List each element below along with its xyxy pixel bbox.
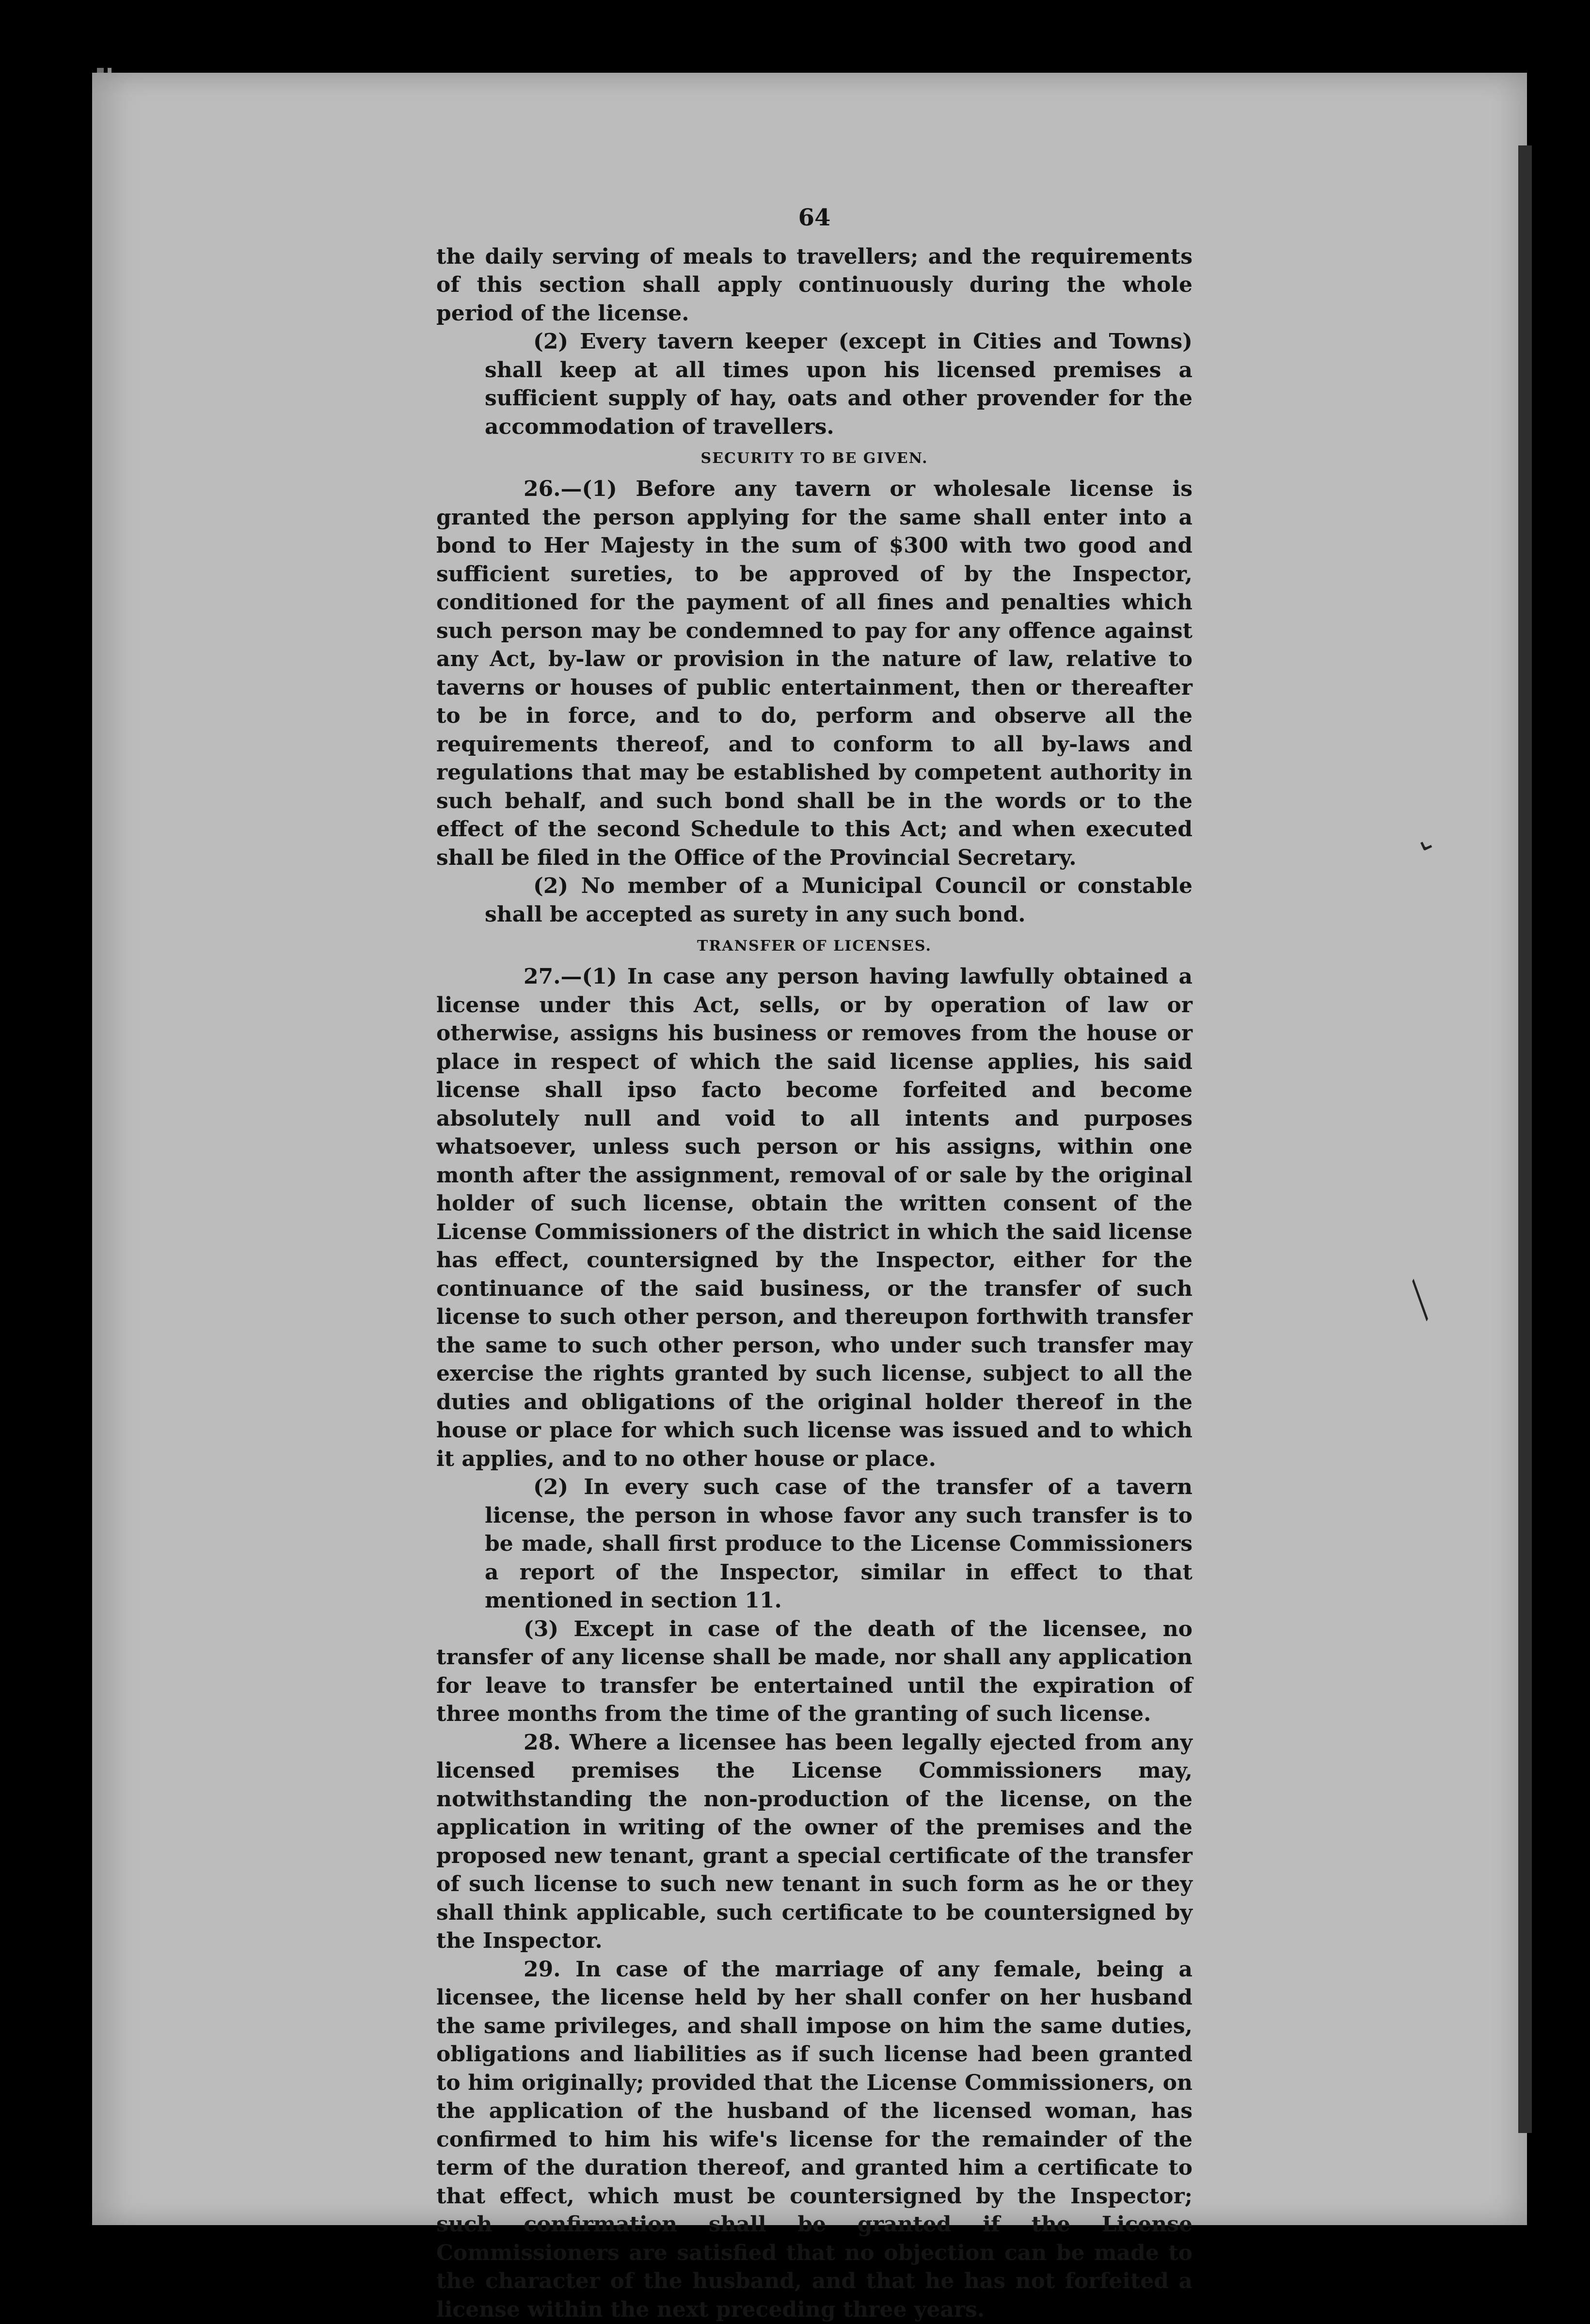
stray-mark: ⟋ bbox=[1391, 1274, 1451, 1327]
page-number: 64 bbox=[436, 204, 1192, 232]
stray-mark: ⌄ bbox=[1411, 821, 1445, 861]
paragraph: (2) Every tavern keeper (except in Cities and Towns) shall keep at all times upon his licensed premises a sufficient supply of hay, oats and other provender for the accommodation of travellers. bbox=[485, 328, 1192, 441]
page-text bbox=[436, 204, 1192, 2324]
paragraph: 29. In case of the marriage of any female, being a licensee, the license held by her shall confer on her husband the same privileges, and shall impose on him the same duties, obligations and liabilities as if such license had been granted to him originally; provided that the License Commissioners, on the application of the husband of the licensed woman, has confirmed to him his wife's license for the remainder of the term of the duration thereof, and granted him a certificate to that effect, which must be countersigned by the Inspector; such confirmation shall be granted if the License Commissioners are satisfied that no objection can be made to the character of the husband, and that he has not forfeited a license within the next preceding three years. bbox=[436, 1956, 1192, 2324]
paragraph: 27.—(1) In case any person having lawfully obtained a license under this Act, sells, or by operation of law or otherwise, assigns his business or removes from the house or place in respect of which the said license applies, his said license shall ipso facto become forfeited and become absolutely null and void to all intents and purposes whatsoever, unless such person or his assigns, within one month after the assignment, removal of or sale by the original holder of such license, obtain the written consent of the License Commissioners of the district in which the said license has effect, countersigned by the Inspector, either for the continuance of the said business, or the transfer of such license to such other person, and thereupon forthwith transfer the same to such other person, who under such transfer may exercise the rights granted by such license, subject to all the duties and obligations of the original holder thereof in the house or place for which such license was issued and to which it applies, and to no other house or place. bbox=[436, 963, 1192, 1473]
section-heading: SECURITY TO BE GIVEN. bbox=[436, 445, 1192, 472]
paragraph: (2) In every such case of the transfer of a tavern license, the person in whose favor any such transfer is to be made, shall first produce to the License Commissioners a report of the Inspector, similar in effect to that mentioned in section 11. bbox=[485, 1473, 1192, 1615]
book-edge-right bbox=[1518, 145, 1532, 2133]
paragraph: 28. Where a licensee has been legally ejected from any licensed premises the License Commissioners may, notwithstanding the non-production of the license, on the application in writing of the owner of the premises and the proposed new tenant, grant a special certificate of the transfer of such license to such new tenant in such form as he or they shall think applicable, such certificate to be countersigned by the Inspector. bbox=[436, 1729, 1192, 1956]
paragraph: (2) No member of a Municipal Council or constable shall be accepted as surety in any such bond. bbox=[485, 872, 1192, 929]
paragraph-list bbox=[436, 243, 1192, 2324]
paragraph: the daily serving of meals to travellers; and the requirements of this section shall apply continuously during the whole period of the license. bbox=[436, 243, 1192, 328]
paragraph: 26.—(1) Before any tavern or wholesale license is granted the person applying for the same shall enter into a bond to Her Majesty in the sum of $300 with two good and sufficient sureties, to be approved of by the Inspector, conditioned for the payment of all fines and penalties which such person may be condemned to pay for any offence against any Act, by-law or provision in the nature of law, relative to taverns or houses of public entertainment, then or thereafter to be in force, and to do, perform and observe all the requirements thereof, and to conform to all by-laws and regulations that may be established by competent authority in such behalf, and such bond shall be in the words or to the effect of the second Schedule to this Act; and when executed shall be filed in the Office of the Provincial Secretary. bbox=[436, 475, 1192, 872]
paragraph: (3) Except in case of the death of the licensee, no transfer of any license shall be made, nor shall any application for leave to transfer be entertained until the expiration of three months from the time of the granting of such license. bbox=[436, 1615, 1192, 1729]
section-heading: TRANSFER OF LICENSES. bbox=[436, 933, 1192, 960]
